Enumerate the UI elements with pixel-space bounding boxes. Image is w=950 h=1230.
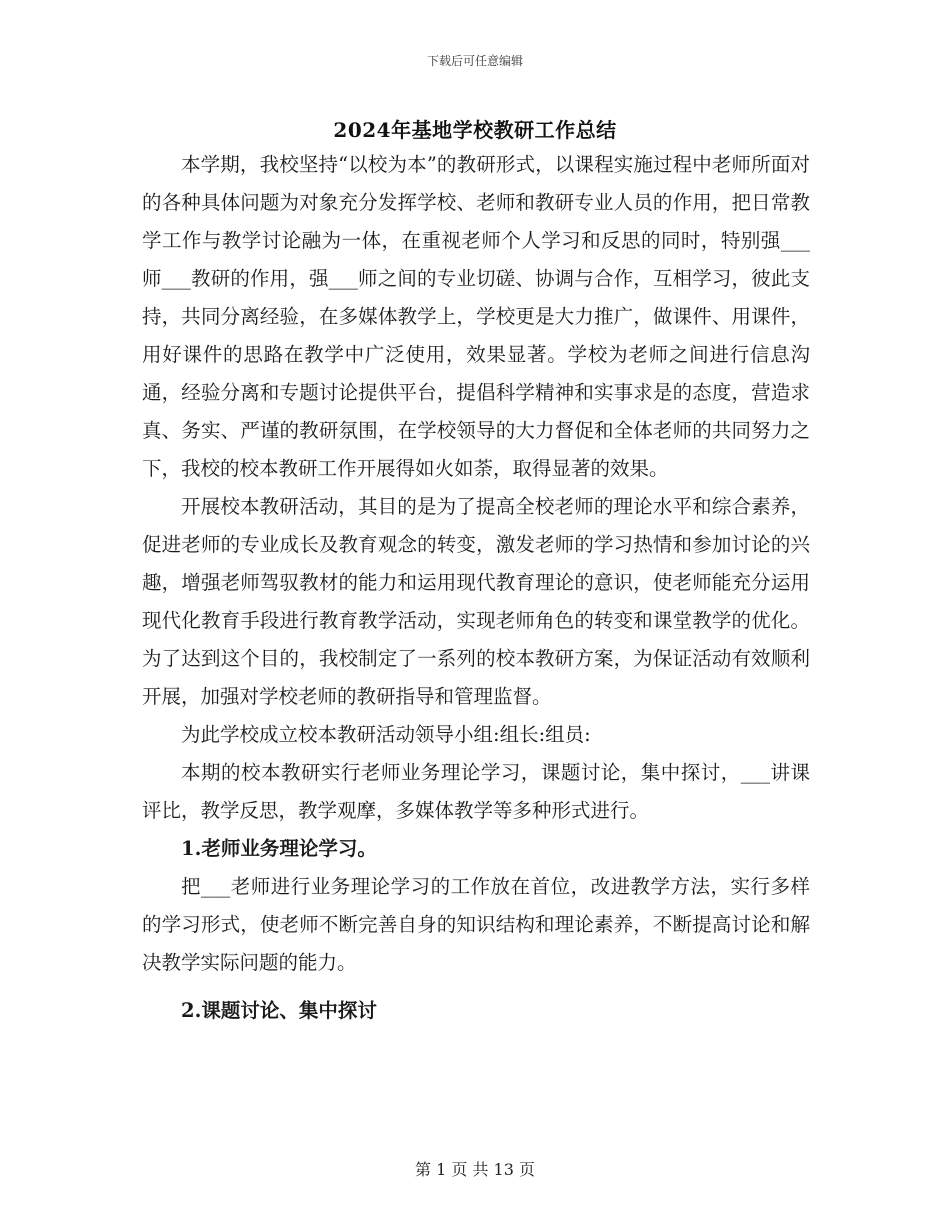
intro-paragraph: 本学期，我校坚持“以校为本”的教研形式，以课程实施过程中老师所面对的各种具体问题为对象充分发挥学校、老师和教研专业人员的作用，把日常教学工作与教学讨论融为一体，在重视老师个人学习和反思的同时，特别强___师___教研的作用，强___师之间的专业切磋、协调与合作，互相学习，彼此支持，共同分离经验，在多媒体教学上，学校更是大力推广，做课件、用课件，用好课件的思路在教学中广泛使用，效果显著。学校为老师之间进行信息沟通，经验分离和专题讨论提供平台，提倡科学精神和实事求是的态度，营造求真、务实、严谨的教研氛围，在学校领导的大力督促和全体老师的共同努力之下，我校的校本教研工作开展得如火如荼，取得显著的效果。 (142, 153, 810, 480)
document-body (142, 146, 810, 1030)
section-1-paragraph: 把___老师进行业务理论学习的工作放在首位，改进教学方法，实行多样的学习形式，使老师不断完善自身的知识结构和理论素养，不断提高讨论和解决教学实际问题的能力。 (142, 875, 810, 974)
page-header-note: 下载后可任意编辑 (426, 54, 523, 68)
purpose-paragraph: 开展校本教研活动，其目的是为了提高全校老师的理论水平和综合素养，促进老师的专业成长及教育观念的转变，激发老师的学习热情和参加讨论的兴趣，增强老师驾驭教材的能力和运用现代教育理论的意识，使老师能充分运用现代化教育手段进行教育教学活动，实现老师角色的转变和课堂教学的优化。为了达到这个目的，我校制定了一系列的校本教研方案，为保证活动有效顺利开展，加强对学校老师的教研指导和管理监督。 (142, 495, 810, 708)
page-number: 第 1 页 共 13 页 (415, 1160, 535, 1179)
leadership-group-paragraph: 为此学校成立校本教研活动领导小组:组长:组员: (181, 723, 591, 746)
document-title: 2024年基地学校教研工作总结 (333, 118, 617, 142)
section-2-heading: 2.课题讨论、集中探讨 (181, 999, 377, 1022)
section-1-heading: 1.老师业务理论学习。 (181, 837, 377, 860)
forms-paragraph: 本期的校本教研实行老师业务理论学习，课题讨论，集中探讨，___讲课评比，教学反思，教学观摩，多媒体教学等多种形式进行。 (142, 761, 810, 822)
